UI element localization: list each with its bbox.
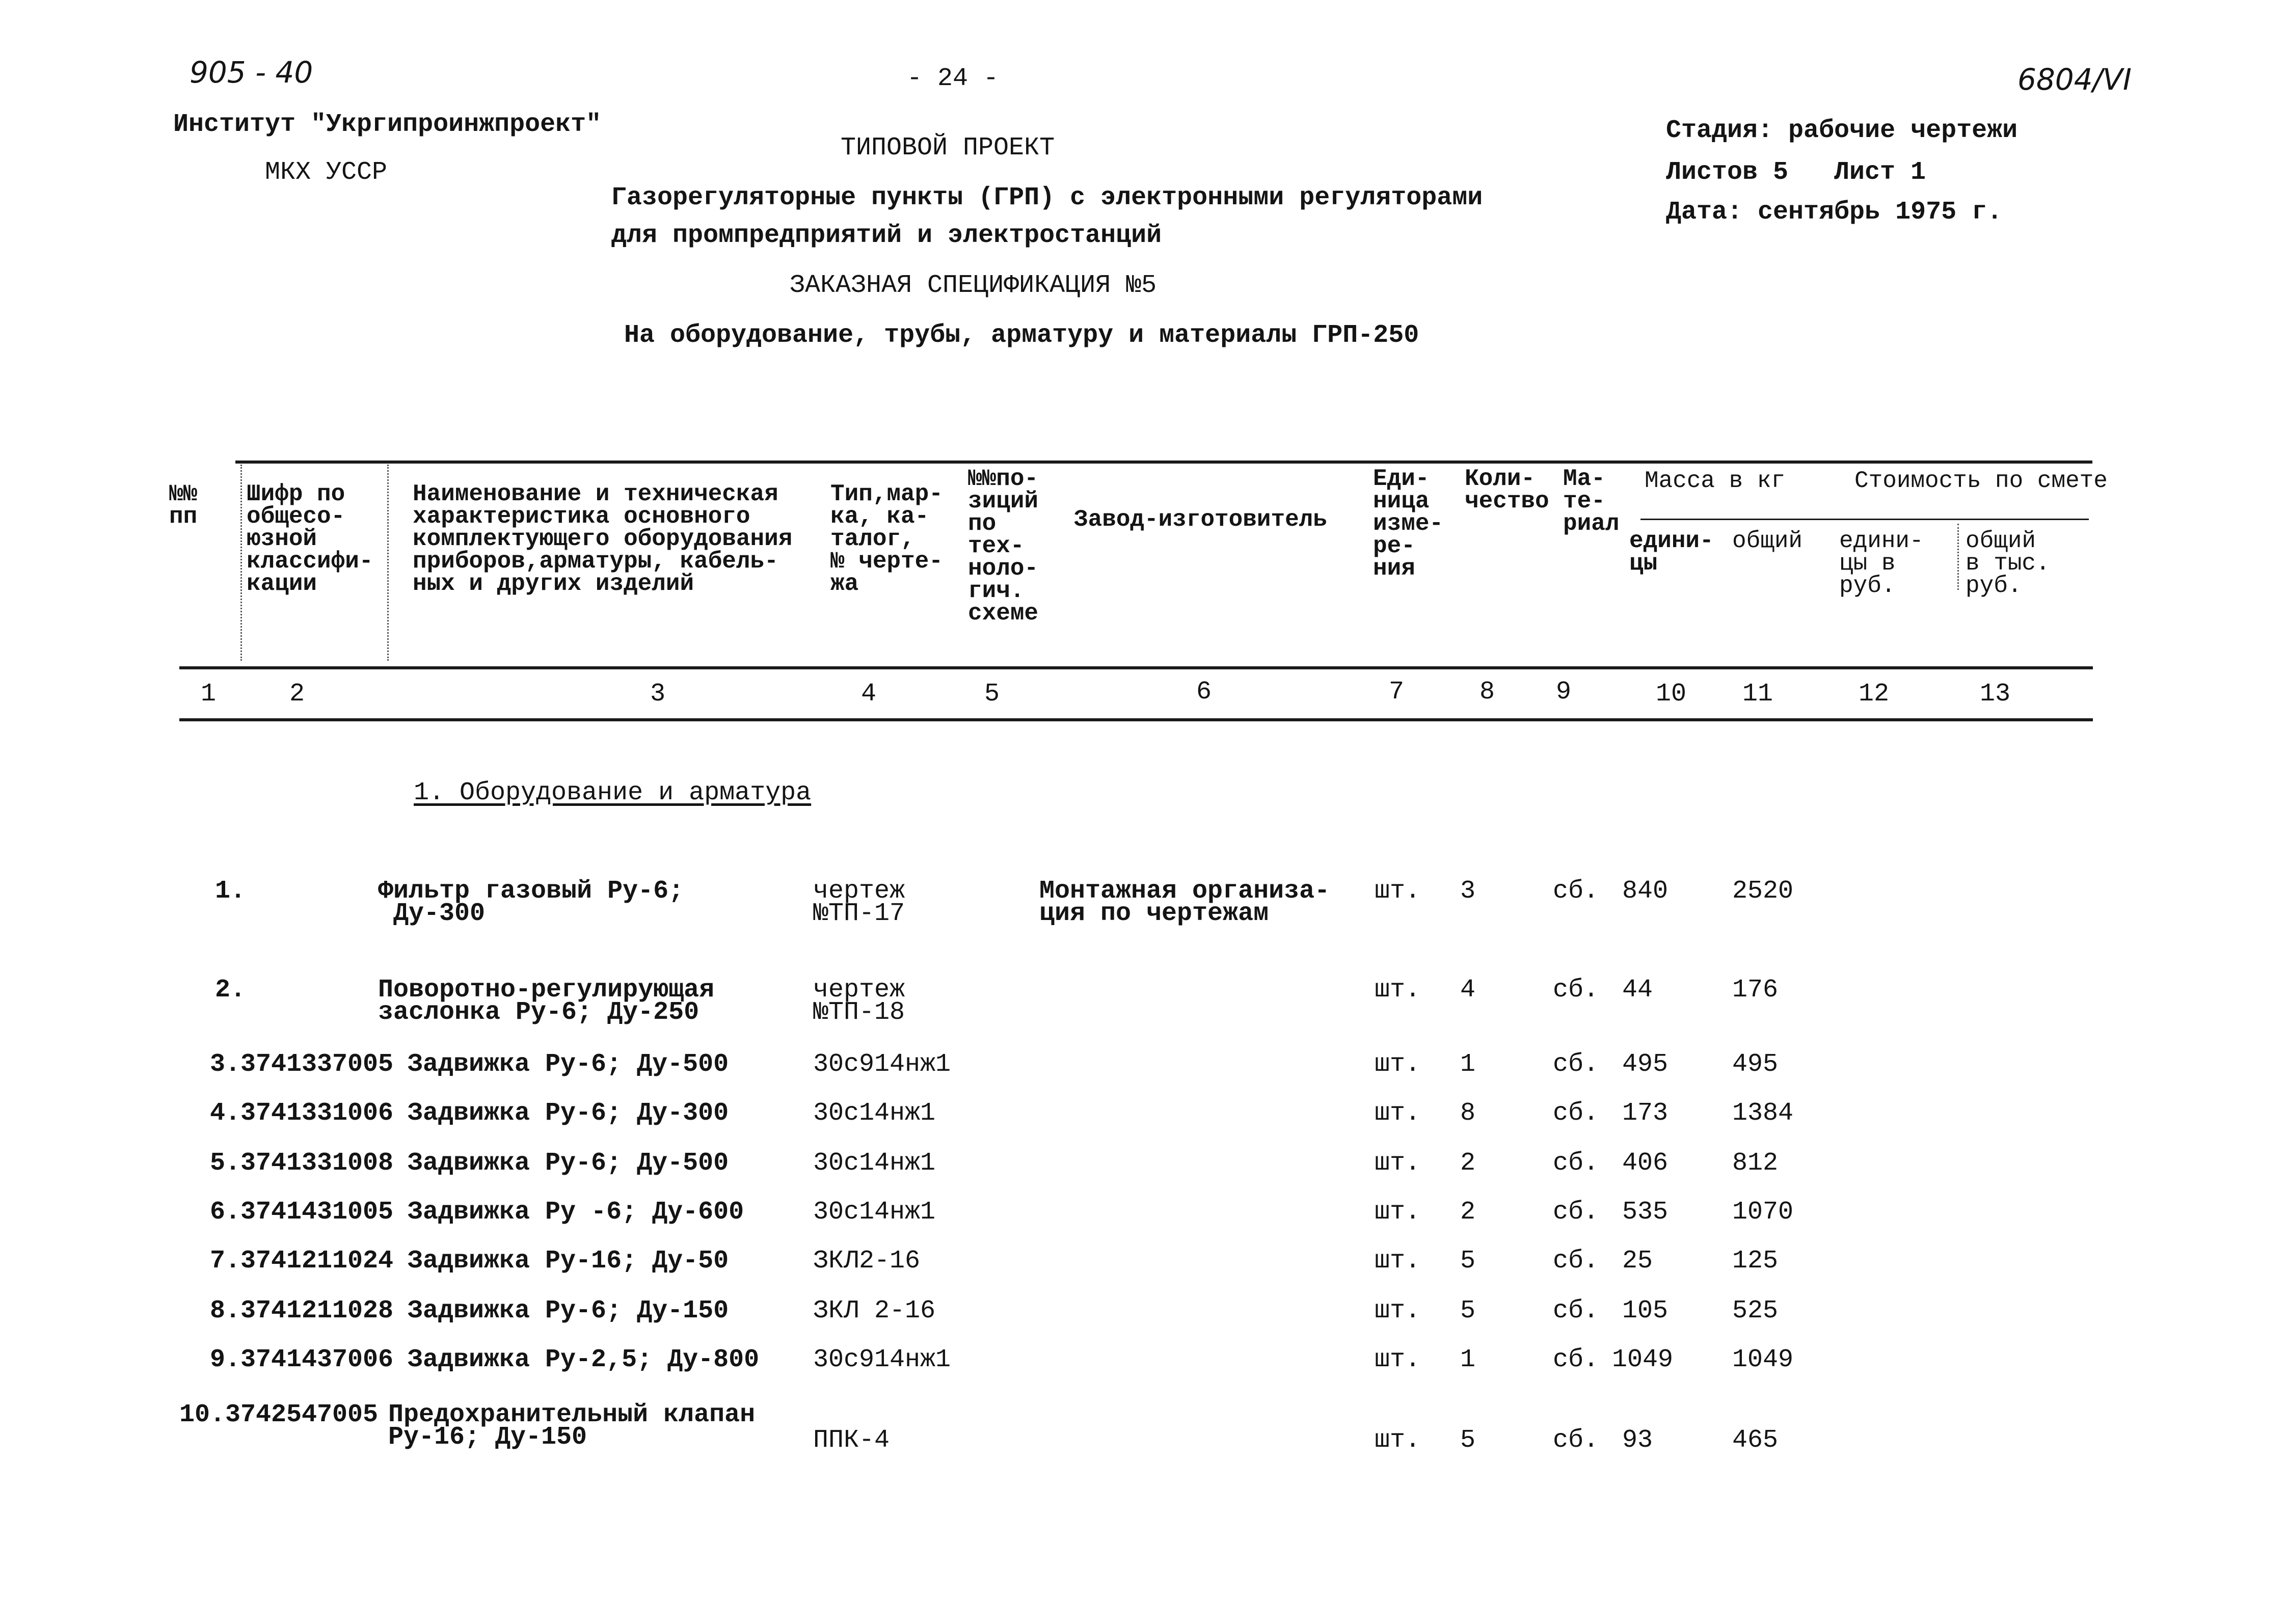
row-mass-unit: 44 <box>1622 976 1653 1005</box>
col-header-type: Тип,мар- ка, ка- талог, № черте- жа <box>830 481 943 597</box>
row-mass-total: 465 <box>1732 1426 1779 1455</box>
row-item-type: 30с914нж1 <box>813 1345 951 1374</box>
col-header-position: №№по- зиций по тех- ноло- гич. схеме <box>968 466 1039 627</box>
row-material: сб. <box>1553 877 1599 906</box>
col-number: 6 <box>1196 678 1212 707</box>
sheet-number: Лист 1 <box>1834 158 1926 187</box>
col-number: 1 <box>201 680 217 709</box>
col-number: 7 <box>1389 678 1405 707</box>
row-quantity: 1 <box>1460 1345 1476 1374</box>
row-unit: шт. <box>1375 976 1421 1005</box>
row-number-code: 7.3741211024 <box>210 1247 394 1276</box>
row-item-name: Предохранительный клапан Ру-16; Ду-150 <box>388 1400 756 1452</box>
row-material: сб. <box>1553 1149 1599 1178</box>
row-material: сб. <box>1553 976 1599 1005</box>
row-item-type: чертеж №ТП-17 <box>813 877 905 928</box>
project-type: ТИПОВОЙ ПРОЕКТ <box>841 133 1055 163</box>
row-mass-total: 525 <box>1732 1296 1779 1325</box>
col-number: 3 <box>650 680 666 709</box>
row-material: сб. <box>1553 1050 1599 1079</box>
row-item-name: Фильтр газовый Ру-6; Ду-300 <box>378 877 684 928</box>
row-item-name: Задвижка Ру-16; Ду-50 <box>408 1247 729 1276</box>
group-header-rule <box>1640 519 2089 520</box>
column-divider <box>1957 524 1959 590</box>
row-mass-total: 176 <box>1732 976 1779 1005</box>
col-header-cost-unit: едини- цы в руб. <box>1839 528 1924 599</box>
row-quantity: 1 <box>1460 1050 1476 1079</box>
row-mass-total: 812 <box>1732 1149 1779 1178</box>
row-item-name: Задвижка Ру-6; Ду-300 <box>408 1099 729 1128</box>
row-item-type: ЗКЛ 2-16 <box>813 1296 936 1325</box>
col-number: 5 <box>984 680 1000 709</box>
row-number-code: 5.3741331008 <box>210 1149 394 1178</box>
row-mass-unit: 495 <box>1622 1050 1669 1079</box>
row-mass-total: 1384 <box>1732 1099 1794 1128</box>
column-divider <box>387 465 389 661</box>
institute-name: Институт "Укргипроинжпроект" <box>173 110 602 139</box>
col-number: 2 <box>289 680 305 709</box>
row-item-name: Поворотно-регулирующая заслонка Ру-6; Ду-250 <box>378 976 715 1027</box>
row-number-code: 3.3741337005 <box>210 1050 394 1079</box>
row-number-code: 2. <box>215 976 246 1005</box>
col-header-mass-unit: едини- цы <box>1629 528 1714 577</box>
row-unit: шт. <box>1375 1149 1421 1178</box>
row-unit: шт. <box>1375 1426 1421 1455</box>
row-number-code: 10.3742547005 <box>179 1400 379 1429</box>
col-header-number: №№ пп <box>169 481 198 530</box>
row-item-name: Задвижка Ру-6; Ду-500 <box>408 1149 729 1178</box>
row-mass-unit: 840 <box>1622 877 1669 906</box>
project-title-line1: Газорегуляторные пункты (ГРП) с электронными регуляторами <box>611 183 1483 212</box>
col-header-classification-code: Шифр по общесо- юзной классифи- кации <box>247 481 373 597</box>
row-quantity: 4 <box>1460 976 1476 1005</box>
row-quantity: 8 <box>1460 1099 1476 1128</box>
col-number: 8 <box>1479 678 1495 707</box>
row-quantity: 5 <box>1460 1426 1476 1455</box>
row-item-type: 30с14нж1 <box>813 1099 936 1128</box>
col-header-name: Наименование и техническая характеристика основного комплектующего оборудования приборов,арматуры, кабель- ных и других изделий <box>413 481 793 597</box>
col-number: 10 <box>1656 680 1687 709</box>
col-group-cost: Стоимость по смете <box>1854 468 2108 494</box>
row-material: сб. <box>1553 1247 1599 1276</box>
row-mass-total: 1070 <box>1732 1198 1794 1227</box>
row-quantity: 3 <box>1460 877 1476 906</box>
row-mass-unit: 1049 <box>1612 1345 1674 1374</box>
row-item-name: Задвижка Ру-2,5; Ду-800 <box>408 1345 760 1374</box>
section-title: 1. Оборудование и арматура <box>414 778 812 807</box>
row-unit: шт. <box>1375 1247 1421 1276</box>
spec-title: ЗАКАЗНАЯ СПЕЦИФИКАЦИЯ №5 <box>790 271 1157 300</box>
row-manufacturer: Монтажная организа- ция по чертежам <box>1039 877 1330 928</box>
row-number-code: 6.3741431005 <box>210 1198 394 1227</box>
archive-number: 6804/VI <box>2017 62 2132 97</box>
header-bottom-rule <box>179 666 2093 669</box>
row-mass-total: 1049 <box>1732 1345 1794 1374</box>
column-numbers-rule <box>179 718 2093 721</box>
row-mass-unit: 25 <box>1622 1247 1653 1276</box>
column-divider <box>240 465 242 661</box>
row-quantity: 2 <box>1460 1149 1476 1178</box>
col-number: 9 <box>1556 678 1572 707</box>
row-mass-total: 2520 <box>1732 877 1794 906</box>
col-header-manufacturer: Завод-изготовитель <box>1074 506 1327 533</box>
row-mass-unit: 105 <box>1622 1296 1669 1325</box>
row-number-code: 1. <box>215 877 246 906</box>
row-number-code: 9.3741437006 <box>210 1345 394 1374</box>
col-number: 11 <box>1742 680 1773 709</box>
row-unit: шт. <box>1375 877 1421 906</box>
row-item-type: 30с14нж1 <box>813 1198 936 1227</box>
row-material: сб. <box>1553 1296 1599 1325</box>
row-quantity: 2 <box>1460 1198 1476 1227</box>
col-header-mass-total: общий <box>1732 528 1803 554</box>
row-number-code: 4.3741331006 <box>210 1099 394 1128</box>
row-mass-unit: 535 <box>1622 1198 1669 1227</box>
stage: Стадия: рабочие чертежи <box>1666 116 2018 145</box>
row-material: сб. <box>1553 1426 1599 1455</box>
col-header-unit: Еди- ница изме- ре- ния <box>1373 466 1444 582</box>
row-mass-unit: 173 <box>1622 1099 1669 1128</box>
issue-date: Дата: сентябрь 1975 г. <box>1666 198 2003 227</box>
row-number-code: 8.3741211028 <box>210 1296 394 1325</box>
project-title-line2: для промпредприятий и электростанций <box>611 221 1162 250</box>
row-item-type: чертеж №ТП-18 <box>813 976 905 1027</box>
col-header-quantity: Коли- чество <box>1465 466 1549 515</box>
row-unit: шт. <box>1375 1345 1421 1374</box>
row-unit: шт. <box>1375 1099 1421 1128</box>
row-unit: шт. <box>1375 1296 1421 1325</box>
ministry-name: МКХ УССР <box>265 158 388 187</box>
row-item-type: 30с14нж1 <box>813 1149 936 1178</box>
col-header-material: Ма- те- риал <box>1563 466 1620 537</box>
row-mass-unit: 93 <box>1622 1426 1653 1455</box>
page-number: - 24 - <box>907 64 999 93</box>
row-material: сб. <box>1553 1099 1599 1128</box>
row-mass-unit: 406 <box>1622 1149 1669 1178</box>
row-unit: шт. <box>1375 1198 1421 1227</box>
row-unit: шт. <box>1375 1050 1421 1079</box>
col-group-mass: Масса в кг <box>1645 468 1786 494</box>
row-mass-total: 495 <box>1732 1050 1779 1079</box>
row-item-type: ЗКЛ2-16 <box>813 1247 921 1276</box>
row-item-type: 30с914нж1 <box>813 1050 951 1079</box>
col-header-cost-total: общий в тыс. руб. <box>1966 528 2050 599</box>
col-number: 12 <box>1859 680 1890 709</box>
row-quantity: 5 <box>1460 1296 1476 1325</box>
row-item-type: ППК-4 <box>813 1426 890 1455</box>
doc-code: 905 - 40 <box>190 55 313 90</box>
row-quantity: 5 <box>1460 1247 1476 1276</box>
row-mass-total: 125 <box>1732 1247 1779 1276</box>
row-material: сб. <box>1553 1345 1599 1374</box>
row-material: сб. <box>1553 1198 1599 1227</box>
row-item-name: Задвижка Ру -6; Ду-600 <box>408 1198 744 1227</box>
col-number: 13 <box>1980 680 2011 709</box>
spec-subject: На оборудование, трубы, арматуру и материалы ГРП-250 <box>624 321 1419 350</box>
col-number: 4 <box>861 680 877 709</box>
row-item-name: Задвижка Ру-6; Ду-150 <box>408 1296 729 1325</box>
table-top-rule <box>235 461 2092 464</box>
row-item-name: Задвижка Ру-6; Ду-500 <box>408 1050 729 1079</box>
sheets-count: Листов 5 <box>1666 158 1789 187</box>
